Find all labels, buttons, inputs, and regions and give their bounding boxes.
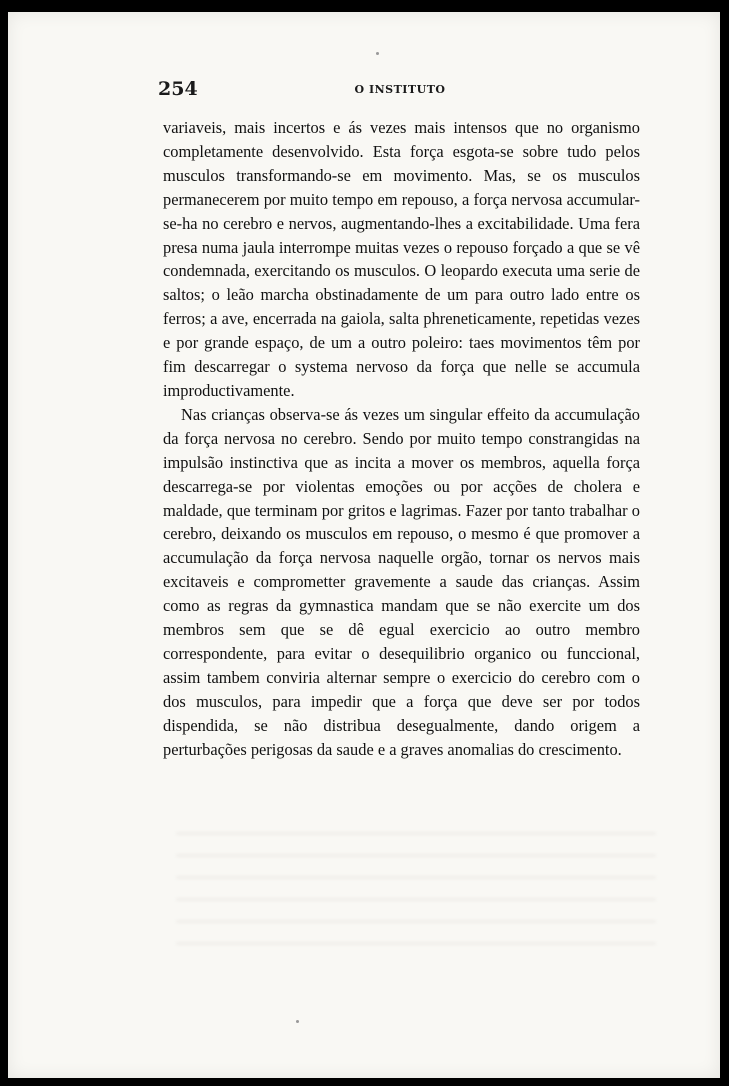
paragraph-continuation: variaveis, mais incertos e ás vezes mais intensos que no organismo completamente desenvolvido. Esta força esgota-se sobre tudo pelos musculos transformando-se em movimento. Mas, se os musculos permanecerem por muito tempo em repouso, a força nervosa accumular-se-ha no cerebro e nervos, augmentando-lhes a excitabilidade. Uma fera presa numa jaula interrompe muitas vezes o repouso forçado a que se vê condemnada, exercitando os musculos. O leopardo executa uma serie de saltos; o leão marcha obstinadamente de um para outro lado entre os ferros; a ave, encerrada na gaiola, salta phreneticamente, repetidas vezes e por grande espaço, de um a outro poleiro: taes movimentos têm por fim descarregar o systema nervoso da força que nelle se accumula improductivamente.: [163, 118, 640, 400]
body-text: [163, 116, 640, 761]
paper-speck: [296, 1020, 299, 1023]
page-header: [158, 78, 642, 100]
paragraph-children: Nas crianças observa-se ás vezes um singular effeito da accumulação da força nervosa no cerebro. Sendo por muito tempo constrangidas na impulsão instinctiva que as incita a mover os membros, aquella força descarrega-se por violentas emoções ou por acções de cholera e maldade, que terminam por gritos e lagrimas. Fazer por tanto trabalhar o cerebro, deixando os musculos em repouso, o mesmo é que promover a accumulação da força nervosa naquelle orgão, tornar os nervos mais excitaveis e comprometter gravemente a saude das crianças. Assim como as regras da gymnastica mandam que se não exercite um dos membros sem que se dê egual exercicio ao outro membro correspondente, para evitar o desequilibrio organico ou funccional, assim tambem conviria alternar sempre o exercicio do cerebro com o dos musculos, para impedir que a força que deve ser por todos dispendida, se não distribua desegualmente, dando origem a perturbações perigosas da saude e a graves anomalias do crescimento.: [163, 404, 640, 759]
show-through-shadow: [176, 832, 656, 952]
paper-speck: [376, 52, 379, 55]
page-number: 254: [158, 78, 198, 100]
running-title: O INSTITUTO: [354, 83, 446, 96]
